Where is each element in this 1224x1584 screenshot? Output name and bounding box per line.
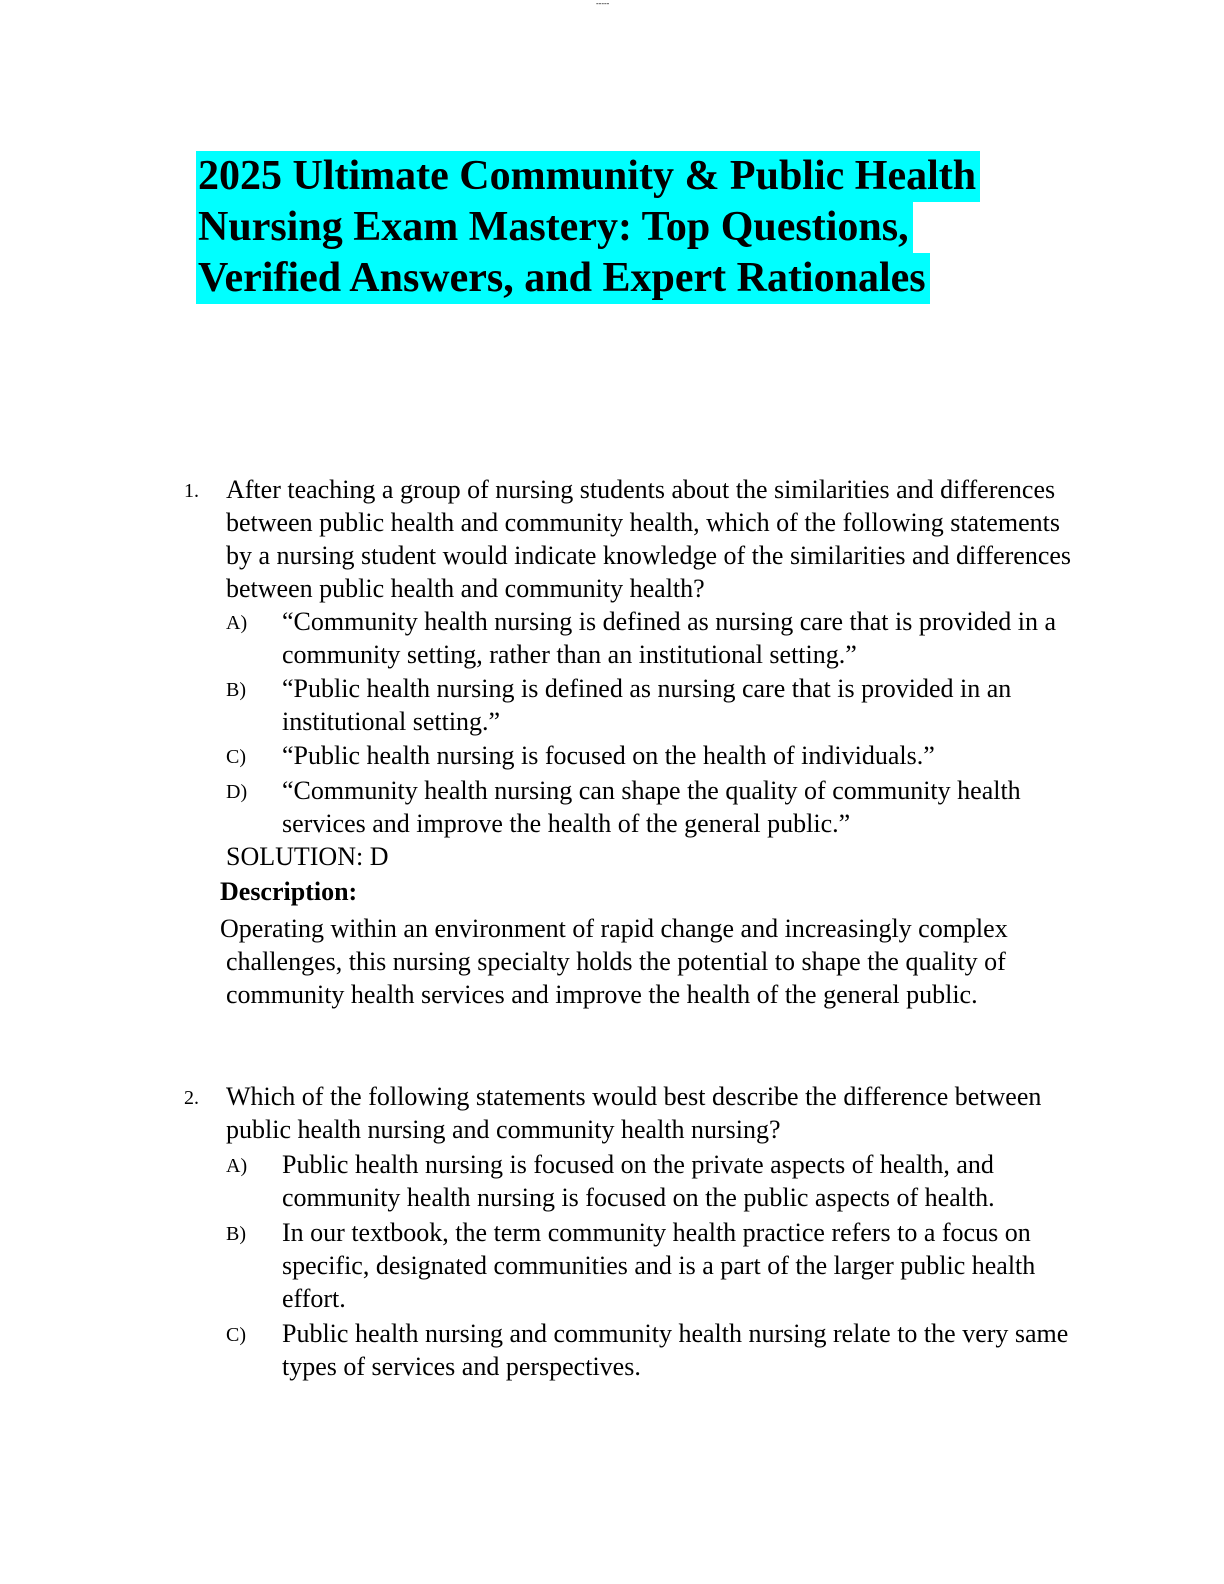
document-title — [196, 151, 1026, 304]
option-text: “Community health nursing is defined as nursing care that is provided in a community setting, rather than an institutional setting.” — [282, 607, 1057, 669]
option-text: Public health nursing and community health nursing relate to the very same types of services and perspectives. — [282, 1319, 1069, 1381]
question-text: After teaching a group of nursing students about the similarities and differences between public health and community health, which of the following statements by a nursing student would indicate knowledge of the similarities and differences between public health and community health? — [226, 475, 1072, 603]
option-letter: B) — [226, 679, 246, 701]
description-line: Operating within an environment of rapid change and increasingly complex — [220, 914, 1008, 943]
question-number: 2. — [184, 1087, 199, 1109]
description-heading: Description: — [220, 877, 358, 906]
option-text: Public health nursing is focused on the private aspects of health, and community health nursing is focused on the public aspects of health. — [282, 1150, 995, 1212]
option-letter: D) — [226, 781, 248, 803]
option-text: In our textbook, the term community health practice refers to a focus on specific, designated communities and is a part of the larger public health effort. — [282, 1218, 1036, 1313]
option-letter: C) — [226, 1324, 246, 1346]
option-letter: A) — [226, 612, 248, 634]
description-line: community health services and improve the health of the general public. — [226, 980, 978, 1009]
solution-text: SOLUTION: D — [226, 842, 389, 871]
title-line-1: 2025 Ultimate Community & Public Health — [196, 151, 980, 202]
option-text: “Public health nursing is defined as nursing care that is provided in an institutional setting.” — [282, 674, 1012, 736]
option-letter: C) — [226, 746, 246, 768]
option-letter: B) — [226, 1223, 246, 1245]
description-text — [220, 912, 1080, 1011]
question-number: 1. — [184, 480, 199, 502]
question-text: Which of the following statements would best describe the difference between public health nursing and community health nursing? — [226, 1082, 1042, 1144]
option-text: “Community health nursing can shape the quality of community health services and improve the health of the general public.” — [282, 776, 1021, 838]
title-line-3: Verified Answers, and Expert Rationales — [196, 253, 930, 304]
title-line-2: Nursing Exam Mastery: Top Questions, — [196, 202, 913, 253]
description-line: challenges, this nursing specialty holds the potential to shape the quality of — [226, 947, 1006, 976]
option-letter: A) — [226, 1155, 248, 1177]
option-text: “Public health nursing is focused on the health of individuals.” — [282, 741, 935, 770]
page-header-mark: ----- — [596, 0, 610, 8]
